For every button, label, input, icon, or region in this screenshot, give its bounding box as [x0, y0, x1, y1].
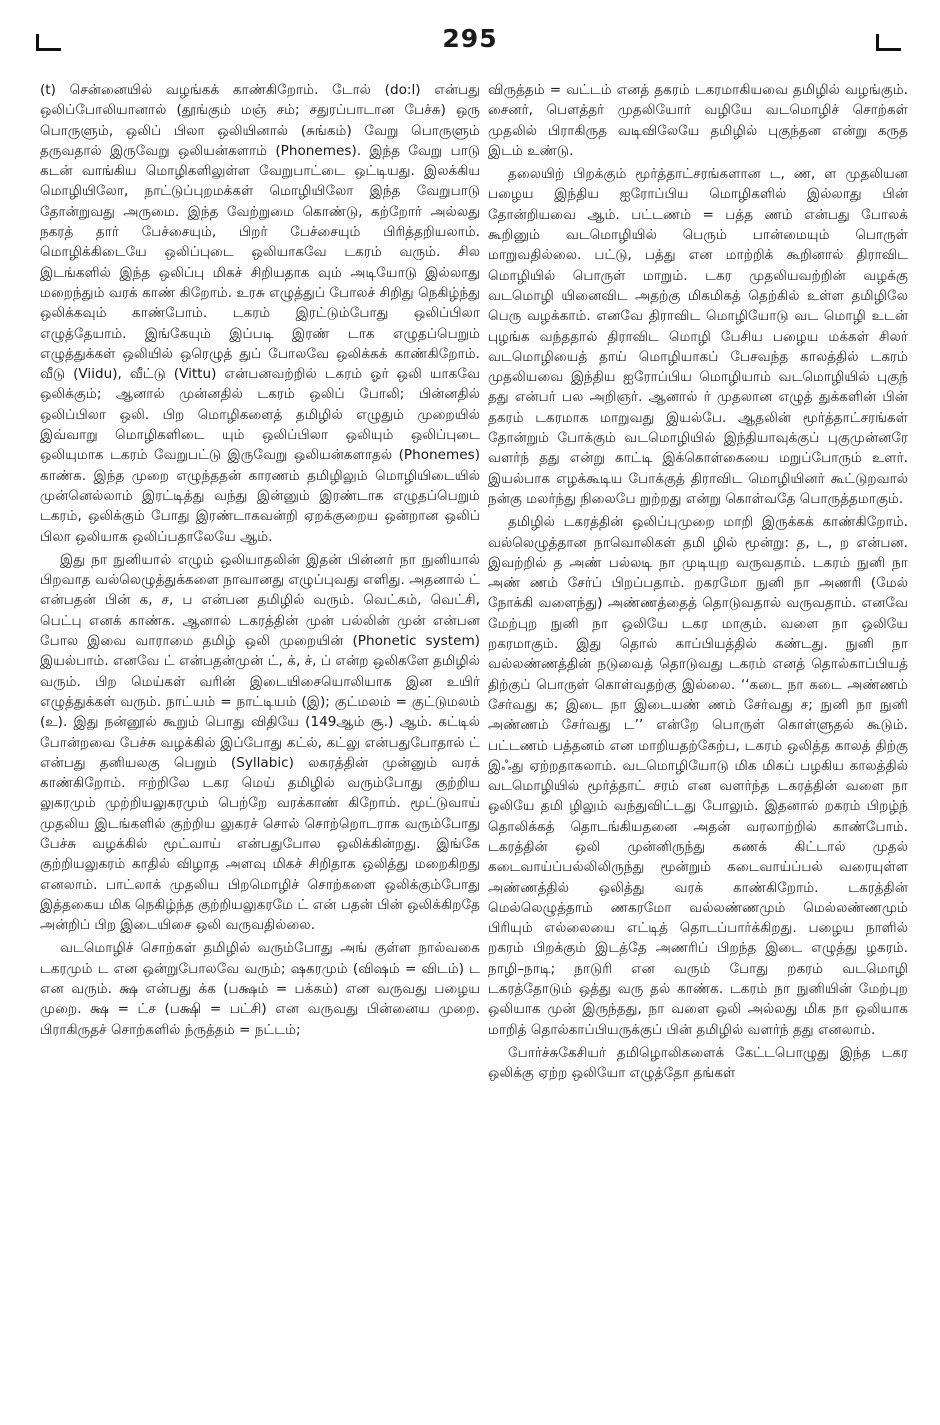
- paragraph: தலையிற் பிறக்கும் மூர்த்தாட்சரங்களான ட, ண, ள முதலியன பழைய இந்திய ஐரோப்பிய மொழிகளில் இல்லாது பின் தோன்றியவை ஆம். பட்டணம் = பத்த ணம் என்பது போலக் கூறினும் வடமொழியில் பெரும் பான்மையும் பொருள் மாறுவதில்லை. பட்டு, பத்து என மாற்றிக் கூறினால் திராவிட மொழியில் பொருள் மாறும். டகர முதலியவற்றின் வழக்கு வடமொழி யினைவிட அதற்கு மிகமிகத் தெற்கில் உள்ள தமிழிலே பெரு வழக்காம். எனவே திராவிட மொழியோடு வட மொழி உடன் புழங்க வந்ததால் திராவிட மொழி பேசிய பழைய மக்கள் சிலர் வடமொழியைத் தாய் மொழியாகப் பேசவந்த காலத்தில் டகரம் முதலியவை இந்திய ஐரோப்பிய மொழியாம் வடமொழியில் புகுந் தது என்பர் பல அறிஞர். ஆனால் ர் முதலான எழுத் துக்களின் பின் தகரம் டகரமாக மாறுவது இயல்பே. ஆதலின் மூர்த்தாட்சரங்கள் தோன்றும் போக்கும் வடமொழியில் இந்தியாவுக்குப் புகுமுன்னரே வளர்ந் தது என்று காட்டி இக்கொள்கையை மறுப்போரும் உளர். இயல்பாக எழக்கூடிய போக்குத் திராவிட மொழியினர் கூட்டுறவால் நன்கு மலர்ந்து நிலைபே றுற்றது என்று கொள்வதே பொருத்தமாகும்.: [488, 166, 908, 507]
- corner-mark-right: [876, 34, 901, 51]
- page-number: 295: [442, 24, 498, 53]
- left-column: [40, 80, 480, 1405]
- paragraph: விருத்தம் = வட்டம் எனத் தகரம் டகரமாகியவை தமிழில் வழங்கும். சைனர், பௌத்தர் முதலியோர் வழியே வடமொழிச் சொற்கள் முதலில் பிராகிருத வடிவிலேயே தமிழில் புகுந்தன என்று கருத இடம் உண்டு.: [488, 82, 908, 159]
- page-header: [0, 0, 940, 62]
- paragraph: போர்ச்சுகேசியர் தமிழொலிகளைக் கேட்டபொழுது இந்த டகர ஒலிக்கு ஏற்ற ஒலியோ எழுத்தோ தங்கள்: [488, 1044, 908, 1082]
- right-column: [488, 80, 908, 1405]
- corner-mark-left: [36, 34, 61, 51]
- paragraph: இது நா நுனியால் எழும் ஒலியாதலின் இதன் பின்னர் நா நுனியால் பிறவாத வல்லெழுத்துக்களை நாவானது எழுப்புவது எளிது. அதனால் ட் என்பதன் பின் க, ச, ப என்பன தமிழில் வரும். வெட்கம், வெட்சி, பெட்பு எனக் காண்க. ஆனால் டகரத்தின் முன் பல்லின் முன் என்பன போல இவை வாராமை தமிழ் ஒலி முறையின் (Phonetic system) இயல்பாம். எனவே ட் என்பதன்முன் ட், க், ச், ப் என்ற ஒலிகளே தமிழில் வரும். பிற மெய்கள் வரின் இடையிசையொலியாக இன உயிர் எழுத்துக்கள் வரும். நாட்யம் = நாட்டியம் (இ); குட்மலம் = குட்டுமலம் (உ). இது நன்னூல் கூறும் பொது விதியே (149ஆம் சூ.) ஆம். கட்டில் போன்றவை பேச்சு வழக்கில் இப்போது கட்ல், கட்லு என்பதுபோதால் ட் என்பது தனியலகு பெறும் (Syllabic) லகரத்தின் முன்னும் வரக் காண்கிறோம். ஈற்றிலே டகர மெய் தமிழில் வரும்போது குற்றிய லுகரமும் முற்றியலுகரமும் பெற்றே வரக்காண் கிறோம். மூட்டுவாய் முதலிய இடங்களில் குற்றிய லுகரச் சொல் சொற்றொடராக வரும்போது பேச்சு வழக்கில் மூட்வாய் என்பதுபோல ஒலிக்கின்றது. இங்கே குற்றியலுகரம் காதில் விழாத அளவு மிகச் சிறிதாக ஒலித்து மறைகிறது எனலாம். பாட்லாக் முதலிய பிறமொழிச் சொற்களை ஒலிக்கும்போது இத்தகைய மிக நெகிழ்ந்த குற்றியலுகரமே ட் என் பதன் பின் ஒலிக்கிறதே அன்றிப் பிற இடையிசை ஒலி வருவதில்லை.: [40, 551, 480, 934]
- paragraph: (t) சென்னையில் வழங்கக் காண்கிறோம். டோல் (do:l) என்பது ஒலிப்போலியானால் (தூங்கும் மஞ் சம்; சதுரப்பாடான பேச்சு) ஒரு பொருளும், ஒலிப் பிலா ஒலியினால் (சுங்கம்) வேறு பொருளும் தருவதால் இருவேறு ஒலியன்களாம் (Phonemes). இந்த வேறு பாடு கடன் வாங்கிய மொழிகளிலுள்ள வேறுபாட்டை ஒட்டியது. இலக்கிய மொழியிலோ, நாட்டுப்புறமக்கள் மொழியிலோ இந்த வேறுபாடு தோன்றுவது அருமை. இந்த வேற்றுமை கொண்டு, கற்றோர் அல்லது நகரத் தார் பேச்சையும், பிறர் பேச்சையும் பிரித்தறியலாம். மொழிக்கிடையே ஒலிப்புடை ஒலியாகவே டகரம் வரும். சில இடங்களில் இந்த ஒலிப்பு மிகச் சிறியதாக வும் அடியோடு இல்லாது மறைந்தும் வரக் காண் கிறோம். உரசு எழுத்துப் போலச் சிறிது நெகிழ்ந்து ஒலிக்கவும் காண்போம். டகரம் இரட்டும்போது ஒலிப்பிலா எழுத்தேயாம். இங்கேயும் இப்படி இரண் டாக எழுதப்பெறும் எழுத்துக்கள் ஒலியில் ஒரெழுத் துப் போலவே ஒலிக்கக் காண்கிறோம். வீடு (Viidu), வீட்டு (Vittu) என்பனவற்றில் டகரம் ஓர் ஒலி யாகவே ஒலிக்கும்; ஆனால் முன்னதில் டகரம் ஒலிப் போலி; பின்னதில் ஒலிப்பிலா ஒலி. பிற மொழிகளைத் தமிழில் எழுதும் முறையில் இவ்வாறு மொழிகளிடை யும் ஒலிப்பிலா ஒலியும் ஒலிப்புடை ஒலியுமாக டகரம் வேறுபட்டு இருவேறு ஒலியன்களாதல் (Phonemes) காண்க. இந்த முறை எழுந்ததன் காரணம் தமிழிலும் மொழியிடையில் முன்னெல்லாம் இரட்டித்து வந்து இன்னும் இரண்டாக எழுதப்பெறும் டகரம், ஒலிக்கும் போது இரண்டாகவன்றி ஏறக்குறைய ஒன்றான ஒலிப் பிலா ஒலியாக ஒலிப்பதாலேயே ஆம்.: [40, 82, 480, 545]
- paragraph: தமிழில் டகரத்தின் ஒலிப்புமுறை மாறி இருக்கக் காண்கிறோம். வல்லெழுத்தான நாவொலிகள் தமி ழில் மூன்று: த, ட, ற என்பன. இவற்றில் த அண் பல்லடி நா முடியுற வருவதாம். டகரம் நுனி நா அண் ணம் சேர்ப் பிறப்பதாம். றகரமோ நுனி நா அணரி (மேல் நோக்கி வளைந்து) அண்ணத்தைத் தொடுவதால் வருவதாம். எனவே மேற்புற நுனி நா ஒலியே டகர மாகும். வளை நா ஒலியே றகரமாகும். இது தொல் காப்பியத்தில் கண்டது. நுனி நா வல்லண்ணத்தின் நடுவைத் தொடுவது டகரம் எனத் தொல்காப்பியத் திற்குப் பொருள் கொள்வதற்கு இல்லை. ‘‘கடை நா கடை அண்ணம் சேர்வது க; இடை நா இடையண் ணம் சேர்வது ச; நுனி நா நுனி அண்ணம் சேர்வது ட’’ என்றே பொருள் கொள்ளுதல் கூடும். பட்டணம் பத்தனம் என மாறியதற்கேற்ப, டகரம் ஒலித்த காலத் திற்கு இஃது ஏற்றதாகலாம். வடமொழியோடு மிக மிகப் பழகிய காலத்தில் வடமொழியில் மூர்த்தாட் சரம் என வளர்ந்த டகரத்தின் வளை நா ஒலியே தமி ழிலும் வந்துவிட்டது போலும். இதனால் றகரம் பிறழ்ந் தொலிக்கத் தொடங்கியதனை அதன் வரலாற்றில் காண்போம். டகரத்தின் ஒலி முன்னிருந்து கணக் கிட்டால் முதல் கடைவாய்ப்பல்லிலிருந்து மூன்றும் கடைவாய்ப்பல் வரையுள்ள அண்ணத்தில் ஒலித்து வரக் காண்கிறோம். டகரத்தின் மெல்லெழுத்தாம் ணகரமோ வல்லண்ணமும் மெல்லண்ணமும் பிரியும் எல்லையை எட்டித் தொடப்பார்க்கிறது. பழைய நாளில் றகரம் பிறக்கும் இடத்தே அணரிப் பிறந்த இடை எழுத்து ழகரம். நாழி–நாடி; நாடுரி என வரும் போது றகரம் வடமொழி டகரத்தோடும் ஒத்து வரு தல் காண்க. டகரம் நா நுனியின் மேற்புற ஒலியாக முன் இருந்தது, நா வளை ஒலி அல்லது மிக நா ஒலியாக மாறித் தொல்காப்பியருக்குப் பின் தமிழில் வளர்ந் தது எனலாம்.: [488, 514, 908, 1038]
- paragraph: வடமொழிச் சொற்கள் தமிழில் வரும்போது அங் குள்ள நால்வகை டகரமும் ட என ஒன்றுபோலவே வரும்; ஷகரமும் (விஷம் = விடம்) ட என வரும். க்ஷ என்பது க்க (பக்ஷம் = பக்கம்) என வருவது பழைய முறை. க்ஷ = ட்ச (பக்ஷி = பட்சி) என வருவது பின்னைய முறை. பிராகிருதச் சொற்களில் ந்ருத்தம் = நட்டம்;: [40, 940, 480, 1038]
